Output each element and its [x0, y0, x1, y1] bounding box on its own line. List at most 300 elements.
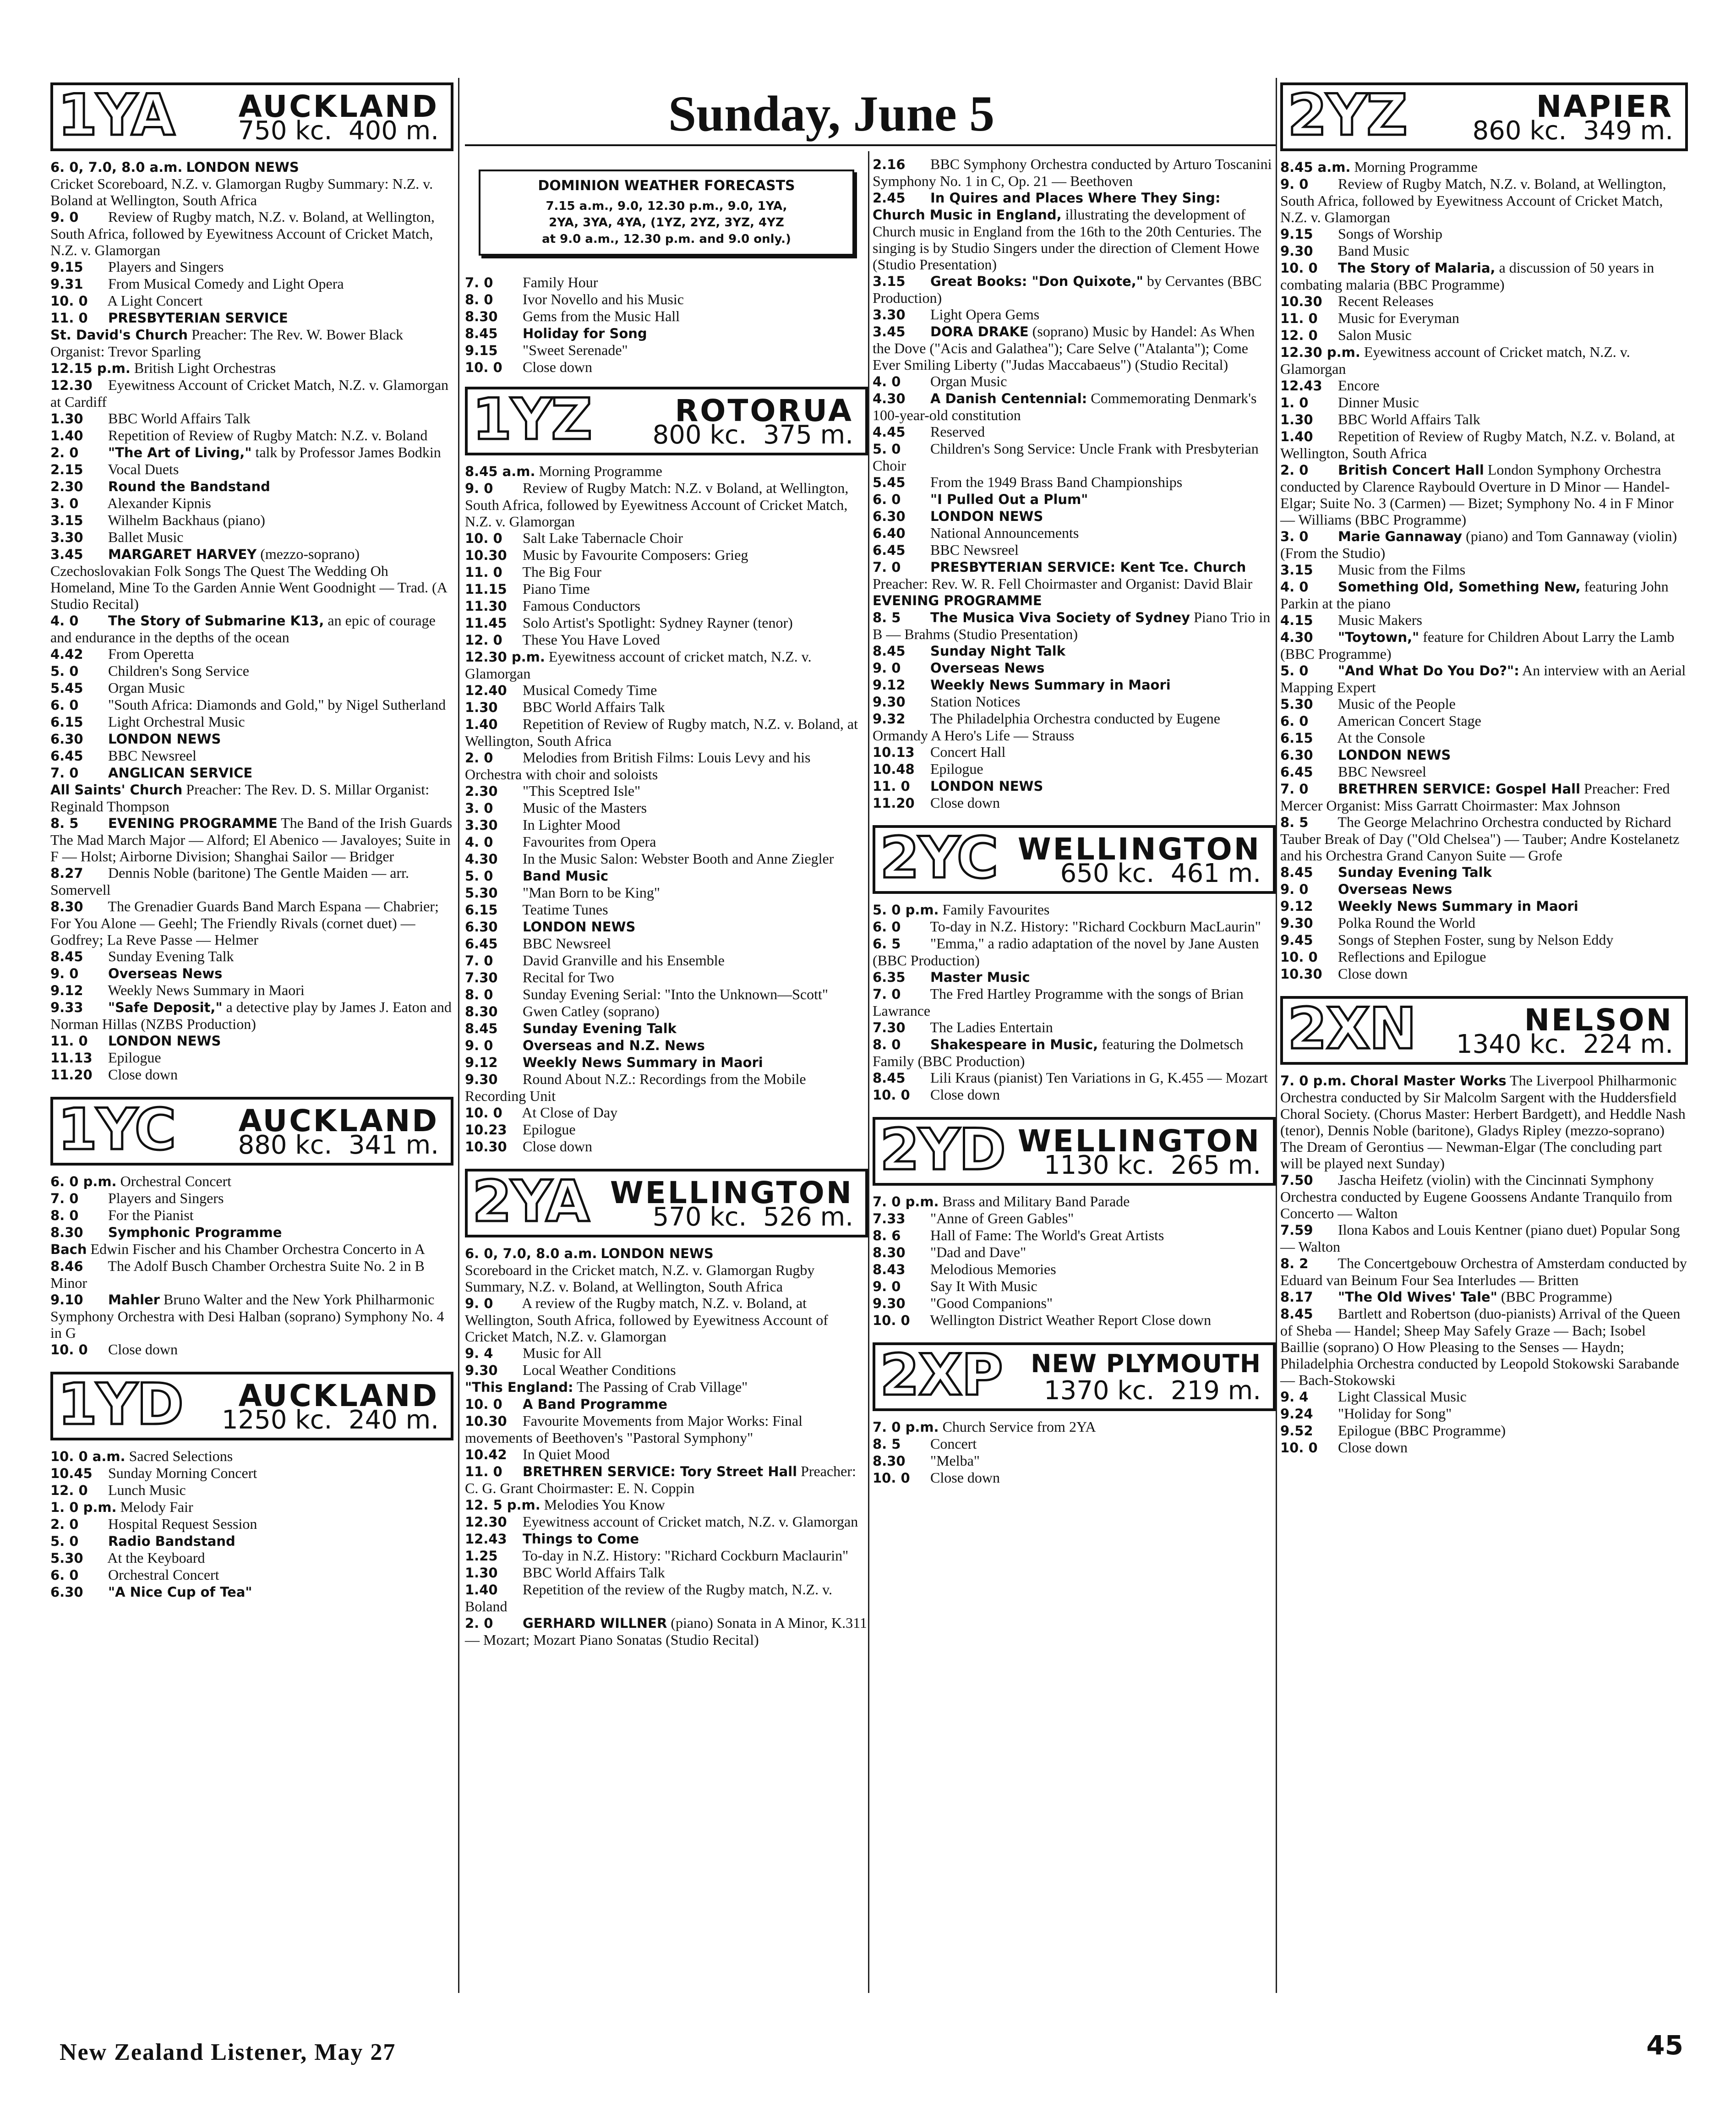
schedule-entry	[50, 377, 453, 410]
entry-description: featuring the Dolmetsch Family (BBC Production)	[873, 1036, 1244, 1069]
entry-description: Favourite Movements from Major Works: Final movements of Beethoven's "Pastoral Symphony"	[465, 1412, 802, 1446]
schedule-entry	[1280, 712, 1688, 729]
schedule-entry	[873, 693, 1276, 710]
column-1	[50, 78, 453, 1600]
entry-time: 6.45	[873, 542, 906, 558]
entry-description: Weekly News Summary in Maori	[108, 982, 305, 998]
schedule-entry	[1280, 864, 1688, 881]
station-code: 1YC	[58, 1097, 175, 1163]
entry-description: Morning Programme	[1354, 159, 1478, 175]
entry-time: 10. 0	[873, 1470, 910, 1486]
station-city: NEW PLYMOUTH	[1031, 1349, 1261, 1378]
schedule-entry	[465, 1513, 868, 1530]
entry-description: Hall of Fame: The World's Great Artists	[930, 1227, 1164, 1243]
entry-description: Eyewitness account of cricket match, N.Z. v. Glamorgan	[465, 648, 812, 682]
schedule-entry	[50, 175, 453, 208]
entry-time: 11.45	[465, 615, 507, 631]
entry-time: 6.30	[1280, 747, 1313, 763]
entry-time: 4. 0	[873, 374, 901, 389]
schedule-entry	[465, 682, 868, 699]
entry-description: Family Hour	[523, 274, 598, 290]
entry-time: 10.23	[465, 1122, 507, 1138]
station-frequency: 860 kc. 349 m.	[1472, 116, 1673, 146]
entry-time: 9.33	[50, 1000, 83, 1015]
schedule-entry	[465, 1362, 868, 1379]
entry-description: (piano) Sonata in A Minor, K.311 — Mozart; Mozart Piano Sonatas (Studio Recital)	[465, 1615, 867, 1648]
entry-heading: "And What Do You Do?":	[1338, 663, 1519, 679]
weather-title: DOMINION WEATHER FORECASTS	[538, 178, 795, 194]
entry-heading: "Safe Deposit,"	[108, 1000, 223, 1015]
entry-time: 12.15 p.m.	[50, 361, 131, 376]
schedule-entry	[50, 948, 453, 965]
entry-description: Close down	[523, 1138, 592, 1155]
schedule-entry	[465, 1345, 868, 1362]
entry-time: 5. 0	[50, 1533, 79, 1549]
entry-time: 9. 0	[465, 1038, 493, 1053]
entry-time: 10.42	[465, 1447, 507, 1462]
schedule-entry	[50, 360, 453, 377]
station-city: WELLINGTON	[1017, 832, 1261, 867]
entry-description: Music Makers	[1338, 612, 1422, 628]
entry-time: 11.20	[873, 795, 915, 811]
entry-heading: Mahler	[108, 1292, 160, 1308]
entry-description: Reserved	[930, 423, 985, 440]
entry-time: 12. 0	[465, 632, 502, 648]
entry-heading: Choral Master Works	[1350, 1073, 1507, 1089]
entry-description: Epilogue	[930, 761, 983, 777]
schedule-entry	[465, 1037, 868, 1054]
entry-description: Review of Rugby Match: N.Z. v Boland, at Wellington, South Africa, followed by Eyewitness Account of Cricket Match, N.Z. v. Glamorgan	[465, 480, 849, 530]
schedule-entry	[873, 1418, 1276, 1435]
station-frequency: 650 kc. 461 m.	[1060, 859, 1261, 888]
schedule-entry	[50, 461, 453, 478]
schedule-2yc	[873, 901, 1276, 1103]
entry-heading: Master Music	[930, 969, 1030, 985]
entry-heading: PRESBYTERIAN SERVICE	[108, 310, 288, 326]
entry-description: From Musical Comedy and Light Opera	[108, 275, 344, 292]
entry-description: Favourites from Opera	[523, 833, 656, 850]
entry-time: 2. 0	[465, 750, 493, 766]
weather-line: 2YA, 3YA, 4YA, (1YZ, 2YZ, 3YZ, 4YZ	[549, 216, 784, 230]
entry-description: Famous Conductors	[523, 597, 640, 614]
entry-description: At Close of Day	[522, 1104, 618, 1121]
entry-time: 12. 0	[1280, 328, 1318, 343]
entry-time: 9. 0	[1280, 176, 1309, 192]
station-frequency: 750 kc. 400 m.	[238, 116, 439, 146]
entry-description: Music of the People	[1338, 695, 1456, 712]
station-code: 1YD	[58, 1372, 183, 1438]
entry-heading: Shakespeare in Music,	[930, 1037, 1098, 1052]
schedule-entry	[1280, 159, 1688, 175]
schedule-entry	[1280, 1171, 1688, 1221]
weather-line: 7.15 a.m., 9.0, 12.30 p.m., 9.0, 1YA,	[546, 199, 787, 213]
entry-heading: PRESBYTERIAN SERVICE: Kent Tce. Church	[930, 559, 1246, 575]
entry-time: 7. 0 p.m.	[873, 1419, 939, 1435]
entry-heading: The Story of Malaria,	[1338, 260, 1496, 276]
entry-time: 9.15	[465, 343, 498, 358]
schedule-entry	[465, 342, 868, 359]
schedule-entry	[50, 495, 453, 512]
entry-time: 9. 4	[465, 1346, 493, 1361]
entry-time: 3.15	[50, 513, 83, 528]
entry-time: 9.30	[873, 694, 906, 710]
schedule-1ya	[50, 159, 453, 1083]
title-rule	[465, 144, 1276, 146]
schedule-entry	[1280, 344, 1688, 377]
station-code: 2YC	[880, 825, 998, 891]
entry-description: Music for Everyman	[1338, 310, 1459, 326]
schedule-entry	[50, 999, 453, 1032]
entry-time: 9. 0	[465, 1296, 493, 1311]
entry-time: 9.45	[1280, 932, 1313, 948]
schedule-entry	[50, 646, 453, 662]
entry-time: 8.30	[873, 1453, 906, 1469]
entry-description: Lunch Music	[108, 1482, 186, 1498]
entry-heading: MARGARET HARVEY	[108, 547, 257, 562]
entry-time: 10. 0	[873, 1313, 910, 1328]
entry-description: (mezzo-soprano) Czechoslovakian Folk Songs The Quest The Wedding Oh Homeland, Mine To the Garden Annie Went Goodnight — Trad. (A Studio Recital)	[50, 546, 447, 612]
entry-description: Preacher: C. G. Grant Choirmaster: E. N. Coppin	[465, 1463, 856, 1496]
entry-description: Ilona Kabos and Louis Kentner (piano duet) Popular Song — Walton	[1280, 1221, 1680, 1255]
entry-description: Brass and Military Band Parade	[942, 1193, 1130, 1210]
entry-time: 9. 0	[50, 209, 79, 225]
schedule-entry	[465, 1295, 868, 1345]
entry-heading: Weekly News Summary in Maori	[930, 677, 1171, 693]
entry-description: Light Classical Music	[1338, 1388, 1467, 1405]
schedule-entry	[50, 1291, 453, 1341]
entry-description: Gems from the Music Hall	[523, 308, 680, 324]
schedule-entry	[1280, 394, 1688, 411]
entry-description: The Band of the Irish Guards The Mad March Major — Alford; El Abenico — Javaloyes; Suite in F — Holst; Airborne Division; Shanghai Sailor — Bridger	[50, 815, 453, 865]
entry-heading: The Musica Viva Society of Sydney	[930, 610, 1190, 625]
entry-time: 9. 0	[873, 1279, 901, 1294]
schedule-entry	[50, 275, 453, 292]
schedule-entry	[1280, 310, 1688, 327]
schedule-entry	[873, 525, 1276, 542]
entry-description: "Holiday for Song"	[1338, 1405, 1452, 1422]
entry-description: Scoreboard in the Cricket match, N.Z. v. Glamorgan Rugby Summary, N.Z. v. Boland, at Wellington, South Africa	[465, 1262, 815, 1295]
entry-time: 3.30	[873, 307, 906, 323]
schedule-2yd	[873, 1193, 1276, 1329]
entry-description: To-day in N.Z. History: "Richard Cockburn Maclaurin"	[522, 1547, 849, 1564]
schedule-entry	[50, 679, 453, 696]
entry-time: 6. 0	[873, 919, 901, 935]
station-header-2yd	[873, 1117, 1276, 1186]
schedule-entry	[465, 291, 868, 308]
entry-time: 8.30	[465, 309, 498, 324]
entry-description: Repetition of the review of the Rugby match, N.Z. v. Boland	[465, 1581, 832, 1615]
entry-time: 10. 0	[465, 531, 502, 546]
entry-time: 6. 0	[50, 1567, 79, 1583]
station-city: NAPIER	[1536, 89, 1673, 124]
entry-description: by Cervantes (BBC Production)	[873, 273, 1262, 306]
entry-time: 5.30	[1280, 696, 1313, 712]
entry-time: 4. 0	[465, 834, 493, 850]
entry-time: 1. 0 p.m.	[50, 1500, 117, 1515]
schedule-entry	[50, 444, 453, 461]
entry-heading: "The Old Wives' Tale"	[1338, 1289, 1497, 1305]
schedule-entry	[465, 833, 868, 850]
entry-description: Children's Song Service: Uncle Frank with Presbyterian Choir	[873, 440, 1259, 474]
schedule-entry	[873, 373, 1276, 390]
schedule-entry	[50, 1258, 453, 1291]
schedule-entry	[873, 710, 1276, 744]
column-3	[873, 156, 1276, 1486]
schedule-entry	[465, 816, 868, 833]
schedule-entry	[873, 1452, 1276, 1469]
entry-description: David Granville and his Ensemble	[523, 952, 725, 969]
schedule-entry	[873, 508, 1276, 525]
entry-time: 1.40	[465, 717, 498, 732]
entry-description: Edwin Fischer and his Chamber Orchestra Concerto in A	[90, 1241, 426, 1257]
entry-description: BBC Symphony Orchestra conducted by Arturo Toscanini Symphony No. 1 in C, Op. 21 — Beethoven	[873, 156, 1272, 189]
entry-time: 11. 0	[465, 564, 502, 580]
schedule-1yz	[465, 463, 868, 1155]
station-header-2yc	[873, 825, 1276, 894]
entry-time: 8.43	[873, 1262, 906, 1277]
entry-heading: St. David's Church	[50, 327, 188, 343]
schedule-entry	[50, 1207, 453, 1224]
entry-description: Encore	[1338, 377, 1380, 394]
entry-time: 8.45	[50, 949, 83, 964]
entry-time: 11.20	[50, 1067, 93, 1083]
station-frequency: 1370 kc. 219 m.	[1044, 1376, 1261, 1406]
entry-time: 4.30	[465, 851, 498, 867]
entry-time: 2. 0	[1280, 462, 1309, 478]
schedule-entry	[465, 850, 868, 867]
schedule-entry	[465, 1396, 868, 1412]
schedule-entry	[50, 662, 453, 679]
schedule-2ya-continued	[873, 156, 1276, 811]
entry-description: The Passing of Crab Village"	[576, 1379, 748, 1395]
entry-heading: EVENING PROGRAMME	[108, 816, 278, 831]
entry-description: Reflections and Epilogue	[1338, 948, 1486, 965]
entry-time: 1.30	[50, 411, 83, 427]
schedule-entry	[50, 1190, 453, 1207]
entry-time: 10. 0	[50, 293, 88, 309]
entry-description: an epic of courage and endurance in the depths of the ocean	[50, 612, 436, 646]
schedule-entry	[465, 564, 868, 580]
entry-description: Close down	[930, 794, 1000, 811]
column-divider	[1276, 78, 1277, 1993]
schedule-entry	[465, 935, 868, 952]
column-divider	[458, 78, 459, 1993]
entry-description: A Light Concert	[107, 292, 203, 309]
entry-description: Wellington District Weather Report Close down	[930, 1312, 1212, 1328]
entry-description: Close down	[930, 1086, 1000, 1103]
entry-time: 2. 0	[50, 445, 79, 460]
entry-time: 4.45	[873, 424, 906, 440]
schedule-entry	[465, 1262, 868, 1295]
entry-description: Melodies You Know	[544, 1496, 665, 1513]
entry-description: Melodies from British Films: Louis Levy and his Orchestra with choir and soloists	[465, 749, 811, 783]
schedule-entry	[50, 1549, 453, 1566]
station-city: WELLINGTON	[1017, 1123, 1261, 1159]
entry-time: 8. 0	[873, 1037, 901, 1052]
schedule-entry	[50, 546, 453, 612]
schedule-entry	[1280, 914, 1688, 931]
entry-description: The Fred Hartley Programme with the songs of Brian Lawrance	[873, 985, 1244, 1019]
entry-description: "Melba"	[930, 1452, 980, 1469]
entry-description: Commemorating Denmark's 100-year-old constitution	[873, 390, 1257, 423]
entry-description: BBC World Affairs Talk	[523, 699, 665, 715]
entry-time: 5. 0	[465, 868, 493, 884]
entry-time: 2.30	[465, 783, 498, 799]
station-header-2ya	[465, 1169, 868, 1237]
entry-time: 10.13	[873, 744, 915, 760]
station-header-1yc	[50, 1097, 453, 1166]
entry-time: 3.45	[873, 324, 906, 339]
schedule-entry	[1280, 881, 1688, 898]
entry-description: The Big Four	[522, 564, 601, 580]
entry-heading: Something Old, Something New,	[1338, 579, 1581, 595]
entry-time: 10. 0	[465, 1396, 502, 1412]
schedule-entry	[873, 761, 1276, 777]
entry-description: (piano) and Tom Gannaway (violin) (From the Studio)	[1280, 528, 1677, 561]
entry-time: 4. 0	[50, 613, 79, 629]
schedule-entry	[873, 542, 1276, 558]
schedule-entry	[873, 1036, 1276, 1069]
entry-description: At the Keyboard	[107, 1549, 205, 1566]
entry-time: 4.42	[50, 646, 83, 662]
schedule-entry	[50, 1173, 453, 1190]
entry-heading: LONDON NEWS	[1338, 747, 1451, 763]
schedule-entry	[50, 1499, 453, 1516]
entry-time: 6.45	[1280, 764, 1313, 780]
schedule-entry	[1280, 293, 1688, 310]
schedule-entry	[1280, 1388, 1688, 1405]
schedule-entry	[1280, 578, 1688, 612]
entry-time: 10.30	[465, 1139, 507, 1155]
entry-description: Hospital Request Session	[108, 1516, 257, 1532]
entry-heading: Overseas News	[930, 660, 1045, 676]
schedule-entry	[1280, 948, 1688, 965]
schedule-entry	[50, 1566, 453, 1583]
entry-time: 7.50	[1280, 1172, 1313, 1188]
schedule-entry	[873, 985, 1276, 1019]
entry-time: 3. 0	[465, 800, 493, 816]
station-code: 2YA	[472, 1169, 589, 1235]
schedule-entry	[873, 474, 1276, 491]
entry-description: BBC World Affairs Talk	[108, 410, 251, 427]
schedule-entry	[465, 359, 868, 376]
entry-description: Sunday Evening Talk	[108, 948, 234, 964]
entry-time: 8.45	[1280, 1306, 1313, 1322]
schedule-entry	[465, 1547, 868, 1564]
station-frequency: 1250 kc. 240 m.	[222, 1405, 439, 1435]
schedule-entry	[50, 326, 453, 360]
entry-time: 6.30	[465, 919, 498, 935]
schedule-entry	[873, 1227, 1276, 1244]
entry-description: Epilogue (BBC Programme)	[1338, 1422, 1506, 1439]
entry-description: The George Melachrino Orchestra conducted by Richard Tauber Break of Day ("Old Chelsea") — Tauber; Andre Kostelanetz and his Orchestra Grand Canyon Suite — Grofe	[1280, 814, 1680, 864]
schedule-1yd	[50, 1448, 453, 1600]
entry-time: 10. 0	[873, 1087, 910, 1103]
entry-description: Preacher: Fred Mercer Organist: Miss Garratt Choirmaster: Max Johnson	[1280, 780, 1670, 814]
entry-description: BBC Newsreel	[108, 747, 197, 764]
entry-description: a detective play by James J. Eaton and Norman Hillas (NZBS Production)	[50, 999, 452, 1032]
entry-description: These You Have Loved	[522, 631, 660, 648]
station-header-1yz	[465, 387, 868, 455]
entry-time: 5. 0 p.m.	[873, 902, 939, 918]
schedule-entry	[50, 1583, 453, 1600]
schedule-2xn	[1280, 1072, 1688, 1456]
entry-description: The Philadelphia Orchestra conducted by Eugene Ormandy A Hero's Life — Strauss	[873, 710, 1220, 744]
entry-description: Children's Song Service	[108, 662, 249, 679]
schedule-entry	[465, 1379, 868, 1396]
schedule-entry	[873, 390, 1276, 423]
schedule-entry	[1280, 561, 1688, 578]
entry-heading: Great Books: "Don Quixote,"	[930, 274, 1143, 289]
entry-heading: The Story of Submarine K13,	[108, 613, 324, 629]
entry-description: Solo Artist's Spotlight: Sydney Rayner (tenor)	[523, 614, 793, 631]
entry-time: 8.17	[1280, 1289, 1313, 1305]
entry-heading: LONDON NEWS	[108, 731, 221, 747]
station-code: 2XP	[880, 1342, 1002, 1408]
entry-description: "Emma," a radio adaptation of the novel by Jane Austen (BBC Production)	[873, 935, 1259, 969]
entry-time: 6. 5	[873, 936, 901, 952]
entry-time: 9. 0	[1280, 881, 1309, 897]
entry-description: Concert Hall	[930, 744, 1006, 760]
schedule-entry	[50, 292, 453, 309]
schedule-2ya	[465, 1245, 868, 1648]
schedule-entry	[1280, 411, 1688, 428]
schedule-entry	[465, 530, 868, 547]
entry-description: Repetition of Review of Rugby match, N.Z. v. Boland, at Wellington, South Africa	[465, 716, 858, 749]
schedule-entry	[465, 648, 868, 682]
schedule-entry	[50, 1066, 453, 1083]
entry-time: 8.45	[873, 1070, 906, 1086]
entry-time: 5. 0	[1280, 663, 1309, 679]
entry-description: Close down	[108, 1341, 178, 1358]
entry-time: 3. 0	[1280, 529, 1309, 544]
entry-time: 9.30	[465, 1363, 498, 1378]
entry-description: Cricket Scoreboard, N.Z. v. Glamorgan Rugby Summary: N.Z. v. Boland at Wellington, South Africa	[50, 175, 433, 208]
schedule-entry	[1280, 225, 1688, 242]
entry-description: Sunday Evening Serial: "Into the Unknown—Scott"	[523, 986, 828, 1002]
entry-time: 9.30	[1280, 243, 1313, 259]
station-city: ROTORUA	[675, 393, 853, 428]
entry-time: 12.30	[465, 1514, 507, 1530]
entry-time: 8. 6	[873, 1228, 901, 1243]
entry-description: Salt Lake Tabernacle Choir	[523, 530, 683, 546]
schedule-entry	[50, 1448, 453, 1465]
entry-time: 7.30	[465, 970, 498, 985]
entry-time: 6.30	[873, 509, 906, 524]
entry-description: Ivor Novello and his Music	[523, 291, 684, 307]
entry-heading: A Danish Centennial:	[930, 391, 1087, 406]
entry-time: 3.15	[873, 274, 906, 289]
schedule-entry	[1280, 931, 1688, 948]
schedule-entry	[1280, 1221, 1688, 1255]
entry-description: Jascha Heifetz (violin) with the Cincinnati Symphony Orchestra conducted by Eugene Goossens Andante Tranquilo from Concerto — Walton	[1280, 1171, 1672, 1221]
schedule-entry	[1280, 1405, 1688, 1422]
schedule-entry	[50, 713, 453, 730]
entry-description: Sacred Selections	[129, 1448, 233, 1464]
entry-description: Eyewitness Account of Cricket Match, N.Z. v. Glamorgan at Cardiff	[50, 377, 448, 410]
schedule-entry	[873, 659, 1276, 676]
entry-description: Station Notices	[930, 693, 1021, 710]
entry-time: 3.15	[1280, 562, 1313, 578]
entry-heading: "The Art of Living,"	[108, 445, 252, 460]
entry-description: Sunday Morning Concert	[108, 1465, 257, 1481]
schedule-entry	[465, 1446, 868, 1463]
page-title: Sunday, June 5	[668, 86, 995, 142]
station-code: 2YD	[880, 1117, 1005, 1183]
entry-description: "Man Born to be King"	[523, 884, 660, 901]
schedule-entry	[873, 558, 1276, 592]
entry-description: "Sweet Serenade"	[523, 342, 628, 358]
